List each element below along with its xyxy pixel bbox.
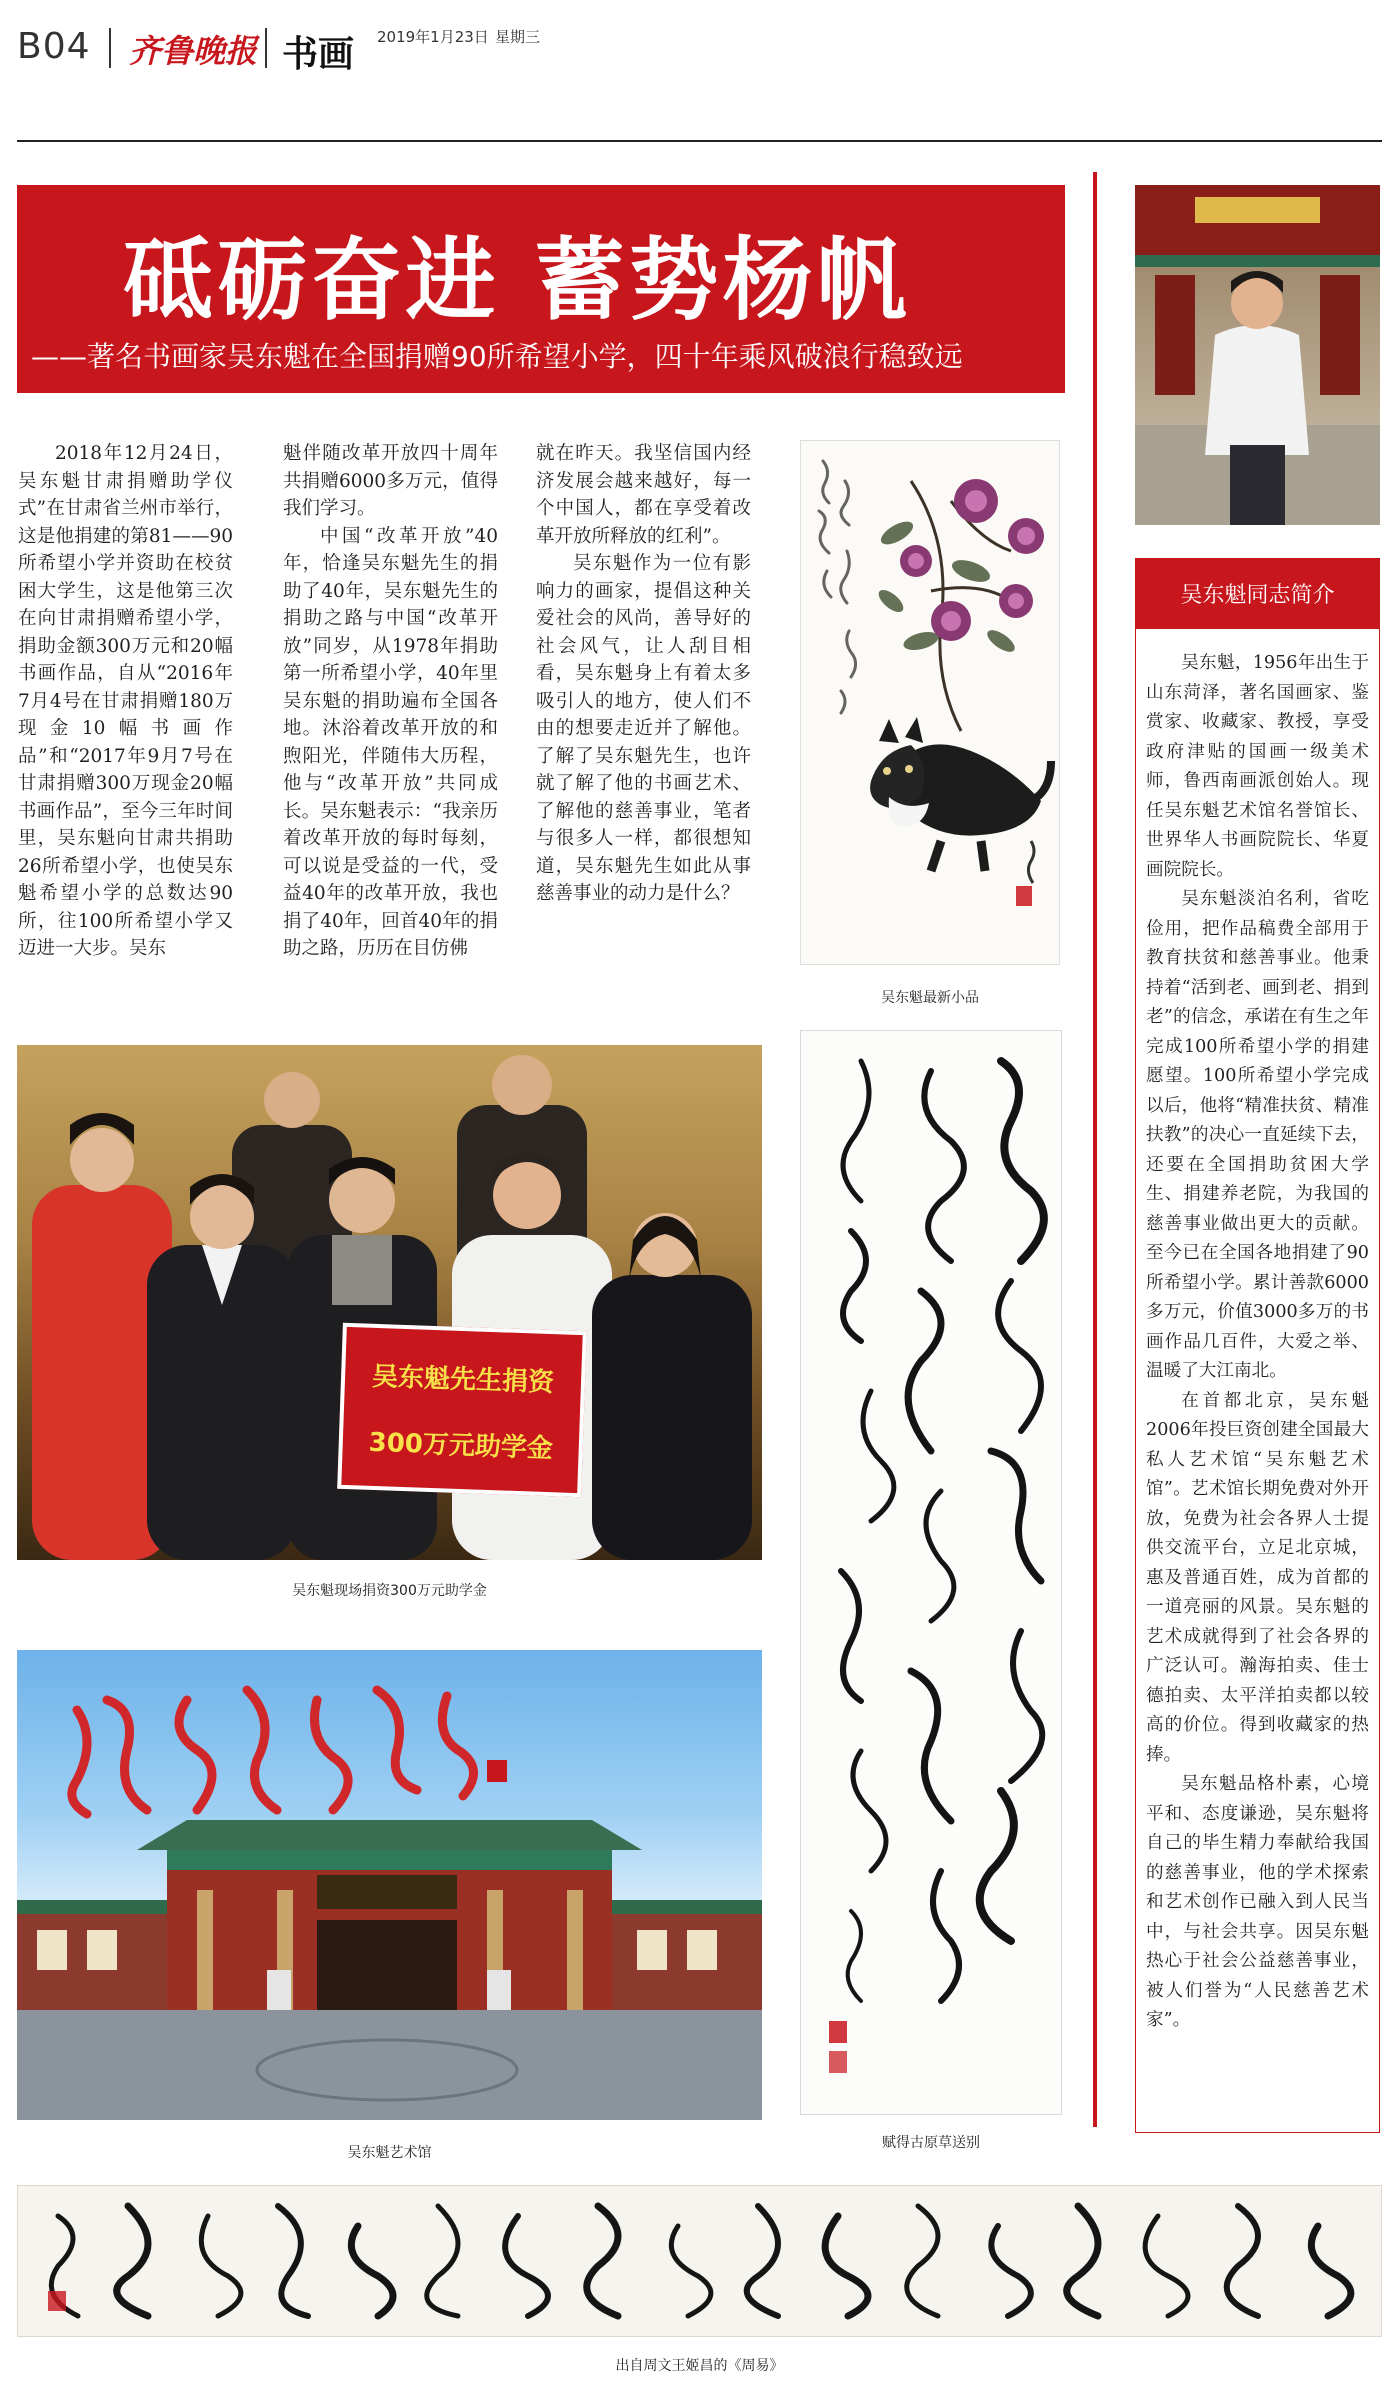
donation-sign-line-1: 吴东魁先生捐资 <box>371 1361 555 1399</box>
article-column-2 <box>283 440 498 959</box>
horizontal-calligraphy <box>17 2185 1382 2337</box>
portrait-illustration <box>1135 185 1380 525</box>
profile-paragraph: 吴东魁品格朴素，心境平和、态度谦逊，吴东魁将自己的毕生精力奉献给我国的慈善事业，他的学术探索和艺术创作已融入到人民当中，与社会共享。因吴东魁热心于社会公益慈善事业，被人们誉为“人民慈善艺术家”。 <box>1146 1774 1369 2030</box>
profile-title-bar <box>1135 558 1380 628</box>
painting-illustration <box>801 441 1060 965</box>
article-paragraph: 吴东魁作为一位有影响力的画家，提倡这种关爱社会的风尚，善导好的社会风气，让人刮目相看，吴东魁身上有着太多吸引人的地方，使人们不由的想要走近并了解他。了解了吴东魁先生，也许就了解了他的书画艺术、了解他的慈善事业，笔者与很多人一样，都很想知道，吴东魁先生如此从事慈善事业的动力是什么？ <box>536 553 751 904</box>
person-photo <box>1135 185 1380 525</box>
masthead <box>17 18 1382 78</box>
issue-date: 2019年1月23日 <box>377 28 489 46</box>
headline-banner <box>17 185 1065 393</box>
headline-subtitle: ——著名书画家吴东魁在全国捐赠90所希望小学，四十年乘风破浪行稳致远 <box>31 340 963 373</box>
donation-sign-line-2: 300万元助学金 <box>368 1427 554 1465</box>
donation-ceremony-photo <box>17 1045 762 1560</box>
profile-paragraph: 吴东魁淡泊名利，省吃俭用，把作品稿费全部用于教育扶贫和慈善事业。他秉持着“活到老、画到老、捐到老”的信念，承诺在有生之年完成100所希望小学的捐建愿望。100所希望小学完成以后，他将“精准扶贫、精准扶教”的决心一直延续下去，还要在全国捐助贫困大学生、捐建养老院，为我国的慈善事业做出更大的贡献。至今已在全国各地捐建了90所希望小学。累计善款6000多万元，价值3000多万的书画作品几百件，大爱之举、温暖了大江南北。 <box>1146 889 1369 1381</box>
article-column-3 <box>536 440 751 1000</box>
profile-title: 吴东魁同志简介 <box>1180 583 1335 608</box>
bottom-calligraphy-caption: 出自周文王姬昌的《周易》 <box>615 2358 784 2374</box>
painting-caption: 吴东魁最新小品 <box>881 990 979 1006</box>
masthead-separator <box>109 28 111 68</box>
profile-paragraph: 在首都北京，吴东魁2006年投巨资创建全国最大私人艺术馆“吴东魁艺术馆”。艺术馆长期免费对外开放，免费为社会各界人士提供交流平台，立足北京城，惠及普通百姓，成为首都的一道亮丽的风景。吴东魁的艺术成就得到了社会各界的广泛认可。瀚海拍卖、佳士德拍卖、太平洋拍卖都以较高的价位。得到收藏家的热捧。 <box>1146 1390 1369 1765</box>
page-number: B04 <box>17 26 91 67</box>
scroll-caption: 赋得古原草送别 <box>882 2135 980 2151</box>
article-paragraph: 魁伴随改革开放四十周年共捐赠6000多万元，值得我们学习。 <box>283 443 498 519</box>
masthead-rule <box>17 140 1382 142</box>
profile-box <box>1135 628 1380 2133</box>
newspaper-logo: 齐鲁晚报 <box>129 32 258 70</box>
headline-title: 砥砺奋进 蓄势杨帆 <box>123 228 911 333</box>
profile-paragraph: 吴东魁，1956年出生于山东菏泽，著名国画家、鉴赏家、收藏家、教授，享受政府津贴的国画一级美术师，鲁西南画派创始人。现任吴东魁艺术馆名誉馆长、世界华人书画院院长、华夏画院院长。 <box>1146 653 1369 880</box>
section-name: 书画 <box>282 34 355 75</box>
masthead-separator <box>265 28 267 68</box>
article-paragraph: 2018年12月24日，吴东魁甘肃捐赠助学仪式”在甘肃省兰州市举行，这是他捐建的第81——90所希望小学并资助在校贫困大学生，这是他第三次在向甘肃捐赠希望小学，捐助金额300万元和20幅书画作品，自从“2016年7月4号在甘肃捐赠180万现金10幅书画作品”和“2017年9月7号在甘肃捐赠300万现金20幅书画作品”，至今三年时间里，吴东魁向甘肃共捐助26所希望小学，也使吴东魁希望小学的总数达90所，往100所希望小学又迈进一大步。吴东 <box>18 443 233 959</box>
issue-weekday: 星期三 <box>495 28 541 46</box>
article-paragraph: 就在昨天。我坚信国内经济发展会越来越好，每一个中国人，都在享受着改革开放所释放的红利”。 <box>536 443 751 547</box>
museum-building-photo <box>17 1650 762 2120</box>
donation-caption: 吴东魁现场捐资300万元助学金 <box>292 1583 487 1599</box>
column-divider <box>1093 172 1097 2127</box>
rose-and-cat-painting <box>800 440 1060 965</box>
museum-caption: 吴东魁艺术馆 <box>347 2145 432 2161</box>
calligraphy-scroll <box>800 1030 1062 2115</box>
horizontal-calligraphy-illustration <box>18 2186 1382 2337</box>
cursive-calligraphy-illustration <box>801 1031 1062 2115</box>
article-column-1 <box>18 440 233 985</box>
article-paragraph: 中国“改革开放”40年，恰逢吴东魁先生的捐助了40年，吴东魁先生的捐助之路与中国“改革开放”同岁，从1978年捐助第一所希望小学，40年里吴东魁的捐助遍布全国各地。沐浴着改革开放的和煦阳光，伴随伟大历程，他与“改革开放”共同成长。吴东魁表示：“我亲历着改革开放的每时每刻，可以说是受益的一代，受益40年的改革开放，我也捐了40年，回首40年的捐助之路，历历在目仿佛 <box>283 525 498 959</box>
donation-sign-board <box>337 1323 587 1497</box>
museum-illustration <box>17 1650 762 2120</box>
